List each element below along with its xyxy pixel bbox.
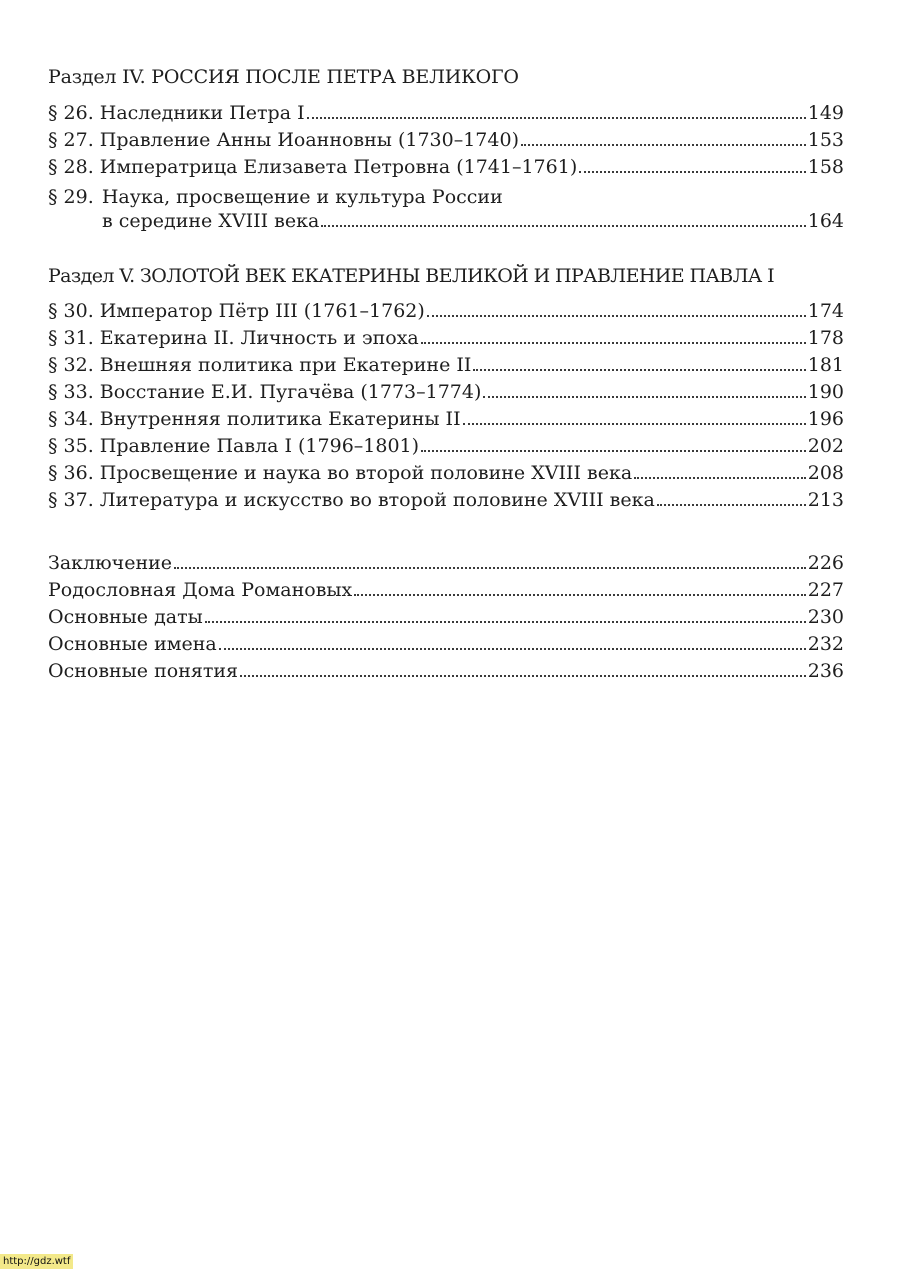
toc-entry[interactable] xyxy=(48,349,844,376)
toc-entry[interactable] xyxy=(48,97,844,124)
entry-page: 178 xyxy=(807,327,844,349)
entry-title: Екатерина II. Личность и эпоха xyxy=(99,327,419,349)
dot-leader xyxy=(521,143,806,146)
toc-entry[interactable] xyxy=(48,574,844,601)
entry-number: § 35. xyxy=(48,435,94,457)
toc-entry[interactable] xyxy=(48,655,844,682)
entry-title: Наследники Петра I xyxy=(99,102,305,124)
entry-number: § 28. xyxy=(48,156,94,178)
entry-number: § 36. xyxy=(48,462,94,484)
toc-entry[interactable] xyxy=(48,601,844,628)
dot-leader xyxy=(321,224,805,227)
entry-title-line1: Наука, просвещение и культура России xyxy=(101,186,503,208)
section-title: Раздел IV. РОССИЯ ПОСЛЕ ПЕТРА ВЕЛИКОГО xyxy=(48,66,519,88)
entry-page: 181 xyxy=(807,354,844,376)
dot-leader xyxy=(219,647,806,650)
entry-number: § 27. xyxy=(48,129,94,151)
entry-title: Внутренняя политика Екатерины II xyxy=(99,408,461,430)
entry-page: 149 xyxy=(807,102,844,124)
entry-page: 202 xyxy=(807,435,844,457)
entry-title: Император Пётр III (1761–1762) xyxy=(99,300,425,322)
toc-entry[interactable] xyxy=(48,484,844,511)
entry-number: § 30. xyxy=(48,300,94,322)
entry-page: 208 xyxy=(807,462,844,484)
dot-leader xyxy=(174,566,806,569)
entry-title: Основные даты xyxy=(48,606,203,628)
toc-entry[interactable] xyxy=(102,205,844,232)
toc-entry[interactable] xyxy=(48,151,844,178)
entry-page: 174 xyxy=(807,300,844,322)
dot-leader xyxy=(421,341,806,344)
dot-leader xyxy=(634,476,806,479)
dot-leader xyxy=(463,422,806,425)
entry-title: Правление Павла I (1796–1801) xyxy=(99,435,420,457)
entry-title: Родословная Дома Романовых xyxy=(48,579,353,601)
dot-leader xyxy=(427,314,806,317)
dot-leader xyxy=(483,395,805,398)
entry-page: 190 xyxy=(807,381,844,403)
toc-entry[interactable] xyxy=(48,430,844,457)
entry-title: Литература и искусство во второй половине XVIII века xyxy=(99,489,655,511)
dot-leader xyxy=(579,170,806,173)
toc-entry[interactable] xyxy=(48,457,844,484)
dot-leader xyxy=(240,674,806,677)
toc-entry[interactable] xyxy=(48,322,844,349)
entry-page: 230 xyxy=(807,606,844,628)
entry-page: 227 xyxy=(807,579,844,601)
entry-title: Просвещение и наука во второй половине XVIII века xyxy=(99,462,633,484)
section-title: Раздел V. ЗОЛОТОЙ ВЕК ЕКАТЕРИНЫ ВЕЛИКОЙ И ПРАВЛЕНИЕ ПАВЛА I xyxy=(48,265,774,287)
dot-leader xyxy=(307,116,806,119)
entry-title: Восстание Е.И. Пугачёва (1773–1774) xyxy=(99,381,482,403)
dot-leader xyxy=(421,449,806,452)
entry-title: Основные понятия xyxy=(48,660,238,682)
entry-title: Основные имена xyxy=(48,633,217,655)
footer-url-link[interactable]: http://gdz.wtf xyxy=(0,1254,73,1269)
dot-leader xyxy=(657,503,806,506)
toc-entry[interactable] xyxy=(48,403,844,430)
entry-number: § 26. xyxy=(48,102,94,124)
toc-entry[interactable] xyxy=(48,376,844,403)
entry-title: Императрица Елизавета Петровна (1741–1761) xyxy=(99,156,578,178)
entry-page: 236 xyxy=(807,660,844,682)
entry-title: Внешняя политика при Екатерине II xyxy=(99,354,472,376)
entry-title: в середине XVIII века xyxy=(102,210,320,232)
toc-entry[interactable] xyxy=(48,628,844,655)
entry-number: § 33. xyxy=(48,381,94,403)
entry-page: 232 xyxy=(807,633,844,655)
entry-page: 153 xyxy=(807,129,844,151)
toc-entry[interactable] xyxy=(48,295,844,322)
entry-page: 164 xyxy=(807,210,844,232)
entry-number: § 31. xyxy=(48,327,94,349)
entry-page: 196 xyxy=(807,408,844,430)
dot-leader xyxy=(354,593,806,596)
entry-number: § 29. xyxy=(48,186,94,208)
toc-entry[interactable] xyxy=(48,547,844,574)
entry-number: § 34. xyxy=(48,408,94,430)
dot-leader xyxy=(205,620,806,623)
dot-leader xyxy=(473,368,805,371)
toc-entry[interactable] xyxy=(48,124,844,151)
entry-page: 226 xyxy=(807,552,844,574)
entry-page: 213 xyxy=(807,489,844,511)
entry-title: Заключение xyxy=(48,552,173,574)
entry-page: 158 xyxy=(807,156,844,178)
entry-number: § 32. xyxy=(48,354,94,376)
entry-number: § 37. xyxy=(48,489,94,511)
entry-title: Правление Анны Иоанновны (1730–1740) xyxy=(99,129,519,151)
